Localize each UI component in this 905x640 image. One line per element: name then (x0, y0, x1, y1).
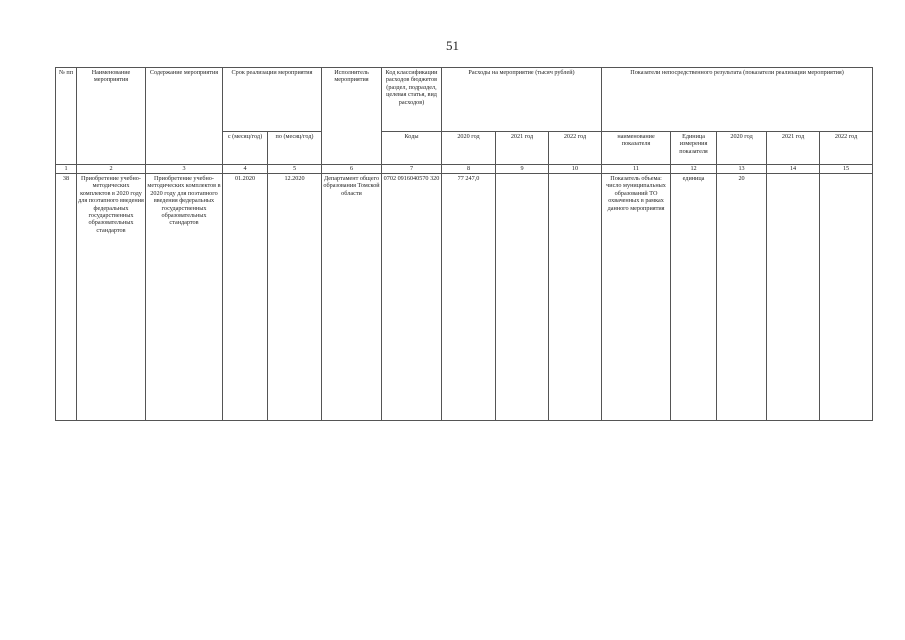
column-number: 4 (223, 165, 268, 174)
column-number: 9 (496, 165, 549, 174)
row-activity-content: Приобретение учебно-методических комплектов в 2020 году для поэтапного введения федеральных государственных образовательных стандартов (146, 174, 223, 421)
header-term: Срок реализации мероприятия (223, 68, 322, 132)
column-number: 1 (56, 165, 77, 174)
column-number: 3 (146, 165, 223, 174)
row-expense-2021 (496, 174, 549, 421)
column-number: 8 (442, 165, 496, 174)
row-indicator-2022 (820, 174, 873, 421)
column-number: 15 (820, 165, 873, 174)
header-from: с (месяц/год) (223, 132, 268, 165)
row-to: 12.2020 (268, 174, 322, 421)
header-expense-2020: 2020 год (442, 132, 496, 165)
header-indicator-2020: 2020 год (717, 132, 767, 165)
row-indicator-2021 (767, 174, 820, 421)
row-activity-name: Приобретение учебно-методических комплектов в 2020 году для поэтапного введения федеральных государственных образовательных стандартов (77, 174, 146, 421)
header-expense-2021: 2021 год (496, 132, 549, 165)
header-num: № пп (56, 68, 77, 165)
column-number: 2 (77, 165, 146, 174)
column-number-row (56, 165, 873, 174)
header-indicators: Показатели непосредственного результата (показатели реализации мероприятия) (602, 68, 873, 132)
header-activity-content: Содержание мероприятия (146, 68, 223, 165)
column-number: 11 (602, 165, 671, 174)
page-number: 51 (446, 38, 459, 53)
column-number: 6 (322, 165, 382, 174)
row-unit: единица (671, 174, 717, 421)
row-from: 01.2020 (223, 174, 268, 421)
row-expense-2020: 77 247,0 (442, 174, 496, 421)
row-indicator-name: Показатель объема: число муниципальных образований ТО охваченных в рамках данного мероприятия (602, 174, 671, 421)
header-budget-code: Код классификации расходов бюджетов (раздел, подраздел, целевая статья, вид расходов) (382, 68, 442, 132)
column-number: 14 (767, 165, 820, 174)
header-expense-2022: 2022 год (549, 132, 602, 165)
column-number: 10 (549, 165, 602, 174)
header-expenses: Расходы на мероприятие (тысяч рублей) (442, 68, 602, 132)
header-indicator-2022: 2022 год (820, 132, 873, 165)
table-row (56, 174, 873, 421)
header-codes: Коды (382, 132, 442, 165)
row-executor: Департамент общего образования Томской области (322, 174, 382, 421)
row-expense-2022 (549, 174, 602, 421)
column-number: 7 (382, 165, 442, 174)
column-number: 12 (671, 165, 717, 174)
column-number: 5 (268, 165, 322, 174)
header-activity-name: Наименование мероприятия (77, 68, 146, 165)
header-to: по (месяц/год) (268, 132, 322, 165)
header-row-main (56, 68, 873, 132)
header-unit: Единица измерения показателя (671, 132, 717, 165)
header-executor: Исполнитель мероприятия (322, 68, 382, 165)
row-num: 38 (56, 174, 77, 421)
row-indicator-2020: 20 (717, 174, 767, 421)
row-budget-code: 0702 0916040570 320 (382, 174, 442, 421)
column-number: 13 (717, 165, 767, 174)
header-indicator-2021: 2021 год (767, 132, 820, 165)
activity-table (55, 67, 873, 421)
header-indicator-name: наименование показателя (602, 132, 671, 165)
